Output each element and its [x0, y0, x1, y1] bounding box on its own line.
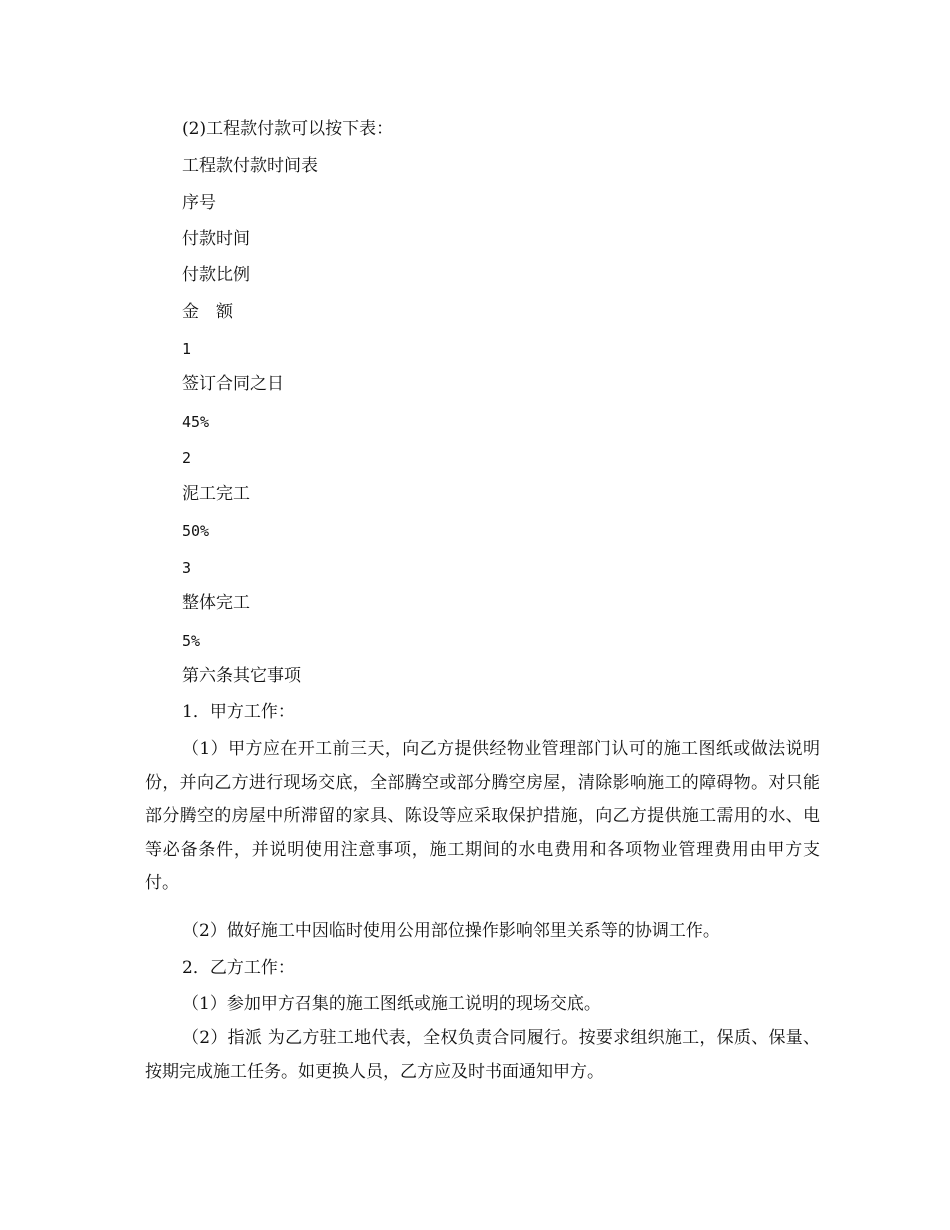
party-a-item1: （1）甲方应在开工前三天，向乙方提供经物业管理部门认可的施工图纸或做法说明 份，并向乙方进行现场交底，全部腾空或部分腾空房屋，清除影响施工的障碍物。对只能部分腾空的房屋中所滞留的家具、陈设等应采取保护措施，向乙方提供施工需用的水、电等必备条件，并说明使用注意事项，施工期间的水电费用和各项物业管理费用由甲方支付。 — [145, 739, 820, 893]
party-a-heading: 1．甲方工作： — [182, 702, 295, 722]
row1-ratio: 45% — [182, 413, 210, 431]
table-title: 工程款付款时间表 — [182, 156, 318, 176]
row3-ratio: 5% — [182, 632, 201, 650]
row3-index: 3 — [182, 559, 192, 577]
header-ratio: 付款比例 — [182, 265, 250, 285]
payment-intro: (2)工程款付款可以按下表： — [182, 119, 394, 139]
row3-time: 整体完工 — [182, 593, 250, 613]
article6-title: 第六条其它事项 — [182, 666, 301, 686]
row1-time: 签订合同之日 — [182, 374, 284, 394]
header-amount: 金 额 — [182, 302, 233, 322]
party-b-heading: 2．乙方工作： — [182, 958, 295, 978]
header-index: 序号 — [182, 193, 216, 213]
header-time: 付款时间 — [182, 229, 250, 249]
row1-index: 1 — [182, 340, 192, 358]
party-b-item2: （2）指派 为乙方驻工地代表，全权负责合同履行。按要求组织施工，保质、保量、按期完成施工任务。如更换人员，乙方应及时书面通知甲方。 — [145, 1028, 820, 1082]
party-a-item2: （2）做好施工中因临时使用公用部位操作影响邻里关系等的协调工作。 — [182, 921, 720, 941]
party-b-item1: （1）参加甲方召集的施工图纸或施工说明的现场交底。 — [182, 994, 601, 1014]
row2-index: 2 — [182, 449, 192, 467]
row2-ratio: 50% — [182, 522, 210, 540]
row2-time: 泥工完工 — [182, 484, 250, 504]
